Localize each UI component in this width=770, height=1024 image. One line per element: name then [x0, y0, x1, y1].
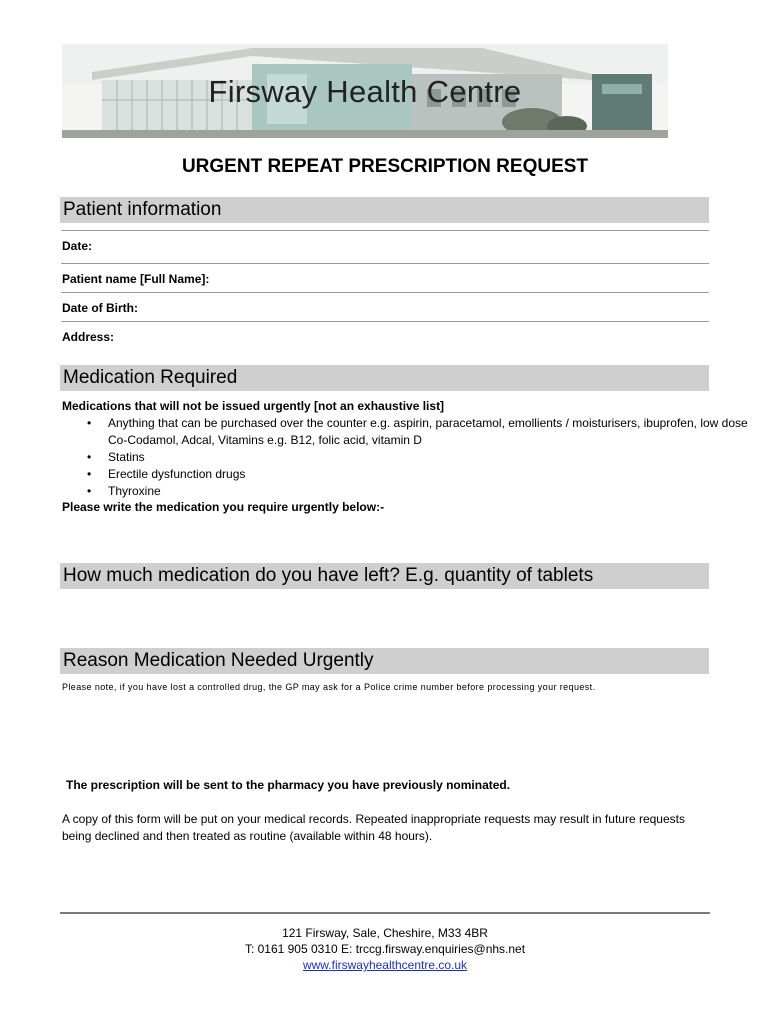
date-field[interactable]: Date: — [62, 239, 93, 253]
not-issued-heading: Medications that will not be issued urgently [not an exhaustive list] — [62, 399, 445, 413]
footer-address: 121 Firsway, Sale, Cheshire, M33 4BR — [282, 926, 488, 940]
field-divider — [61, 292, 709, 293]
reason-write-area[interactable] — [62, 698, 710, 770]
list-item: • Anything that can be purchased over the counter e.g. aspirin, paracetamol, emollients / moisturisers, ibuprofen, low dose Co-Codamol, Adcal, Vitamins e.g. B12, folic acid, vitamin D — [108, 415, 758, 449]
quantity-write-area[interactable] — [62, 592, 710, 644]
footer-contact: T: 0161 905 0310 E: trccg.firsway.enquiries@nhs.net — [244, 942, 526, 956]
field-divider — [61, 321, 709, 322]
controlled-drug-note: Please note, if you have lost a controlled drug, the GP may ask for a Police crime number before processing your request. — [62, 682, 596, 692]
section-medication-left: How much medication do you have left? E.g. quantity of tablets — [60, 563, 709, 589]
document-title: URGENT REPEAT PRESCRIPTION REQUEST — [181, 156, 589, 177]
footer-divider — [60, 912, 710, 914]
section-reason: Reason Medication Needed Urgently — [60, 648, 709, 674]
banner-title: Firsway Health Centre — [208, 74, 522, 109]
header-banner — [62, 44, 668, 138]
field-divider — [61, 263, 709, 264]
patient-name-field[interactable]: Patient name [Full Name]: — [62, 272, 210, 286]
field-divider — [61, 230, 709, 231]
date-of-birth-field[interactable]: Date of Birth: — [62, 301, 138, 315]
section-medication-required: Medication Required — [60, 365, 709, 391]
pharmacy-notice: The prescription will be sent to the pharmacy you have previously nominated. — [66, 778, 511, 792]
excluded-medication-list — [62, 415, 758, 500]
list-item: • Erectile dysfunction drugs — [108, 466, 758, 483]
address-field[interactable]: Address: — [62, 330, 115, 344]
records-notice: A copy of this form will be put on your medical records. Repeated inappropriate requests may result in future requests being declined and then treated as routine (available within 48 hours). — [62, 812, 685, 843]
website-link[interactable]: www.firswayhealthcentre.co.uk — [302, 958, 468, 972]
list-item: • Thyroxine — [108, 483, 758, 500]
write-medication-prompt: Please write the medication you require urgently below:- — [62, 500, 385, 514]
list-item: • Statins — [108, 449, 758, 466]
medication-write-area[interactable] — [62, 518, 710, 560]
section-patient-information: Patient information — [60, 197, 709, 223]
